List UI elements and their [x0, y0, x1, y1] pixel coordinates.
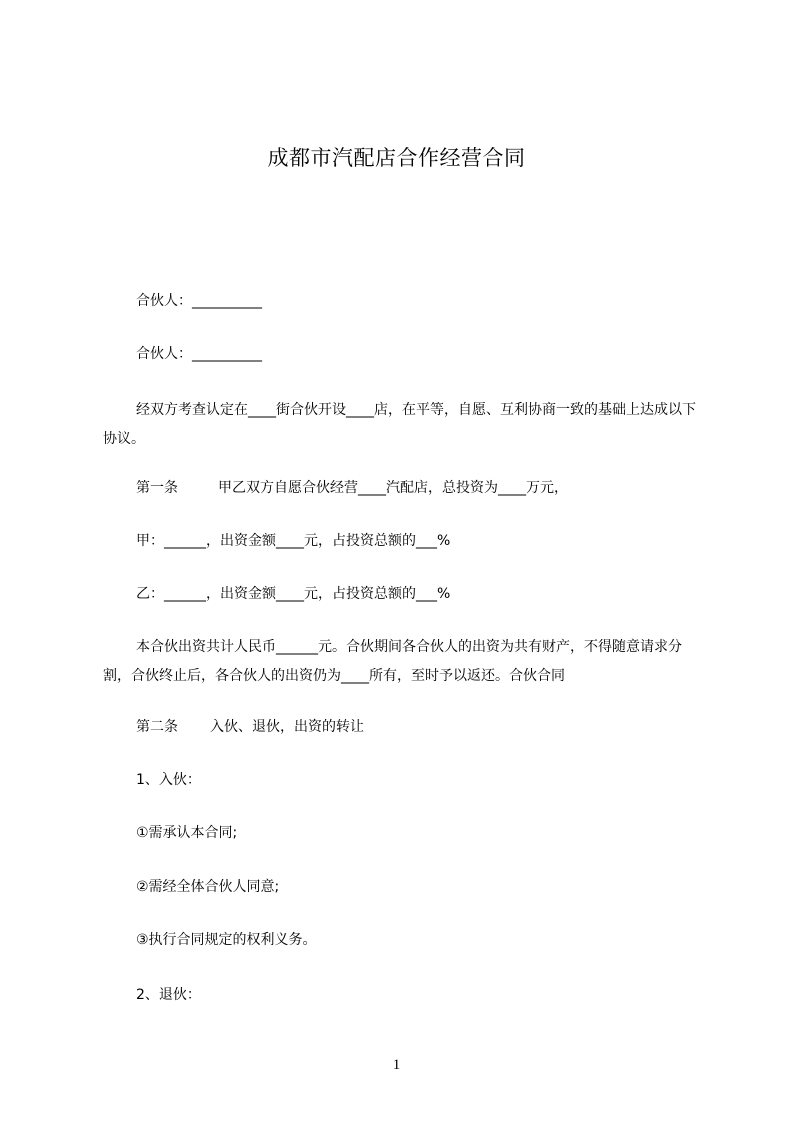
- party-b-line: 乙：______，出资金额____元，占投资总额的___%: [136, 586, 451, 602]
- join-condition-2: ②需经全体合伙人同意;: [136, 879, 280, 895]
- document-title: 成都市汽配店合作经营合同: [267, 146, 526, 170]
- capital-paragraph: [103, 633, 703, 691]
- article-1-text: 甲乙双方自愿合伙经营____汽配店，总投资为____万元，: [218, 480, 568, 496]
- capital-text: 本合伙出资共计人民币______元。合伙期间各合伙人的出资为共有财产，不得随意请求分割，合伙终止后，各合伙人的出资仍为____所有，至时予以返还。合伙合同: [103, 639, 682, 684]
- party-a-line: 甲：______，出资金额____元，占投资总额的___%: [136, 533, 451, 549]
- join-condition-1: ①需承认本合同;: [136, 825, 238, 841]
- article-2-heading: [136, 717, 364, 737]
- article-1-heading: [136, 478, 568, 498]
- article-1-label: 第一条: [136, 480, 178, 496]
- intro-text: 经双方考查认定在____街合伙开设____店，在平等，自愿、互利协商一致的基础上达成以下协议。: [103, 402, 696, 447]
- intro-paragraph: [103, 396, 703, 454]
- partner-line-2: 合伙人：__________: [136, 346, 262, 362]
- item-quit: 2、退伙：: [136, 987, 201, 1003]
- page-number: 1: [392, 1057, 401, 1073]
- join-condition-3: ③执行合同规定的权利义务。: [136, 932, 317, 948]
- item-join: 1、入伙：: [136, 772, 201, 788]
- article-2-label: 第二条: [136, 719, 178, 735]
- partner-line-1: 合伙人：__________: [136, 293, 262, 309]
- article-2-text: 入伙、退伙，出资的转让: [210, 719, 364, 735]
